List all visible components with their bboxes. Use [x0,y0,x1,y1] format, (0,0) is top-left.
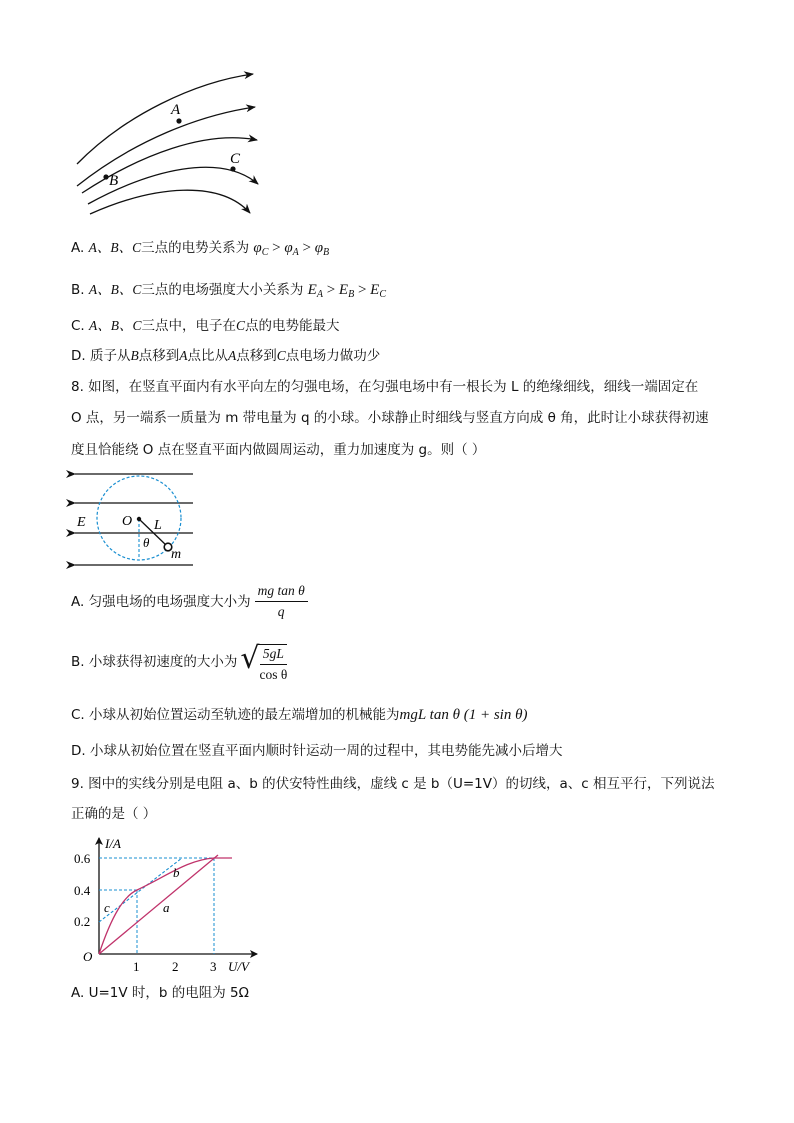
q8-stem-line-3: 度且恰能绕 O 点在竖直平面内做圆周运动，重力加速度为 g。则（ ） [71,442,486,458]
origin-label: O [83,949,93,964]
label-o: O [122,514,133,529]
x-tick-3: 3 [210,959,217,974]
label-c: C [230,151,241,167]
point-b [103,174,108,179]
label-curve-b: b [173,865,180,880]
x-tick-1: 1 [133,959,140,974]
q7-option-b: B. A、B、C三点的电场强度大小关系为 $E_A > E_B > E_C$ [71,282,386,300]
q7-a-expression: $\varphi_C > \varphi_A > \varphi_B$ [253,240,330,258]
q8-option-d: D. 小球从初始位置在竖直平面内顺时针运动一周的过程中，其电势能先减小后增大 [71,743,563,759]
q8-c-expression: mgL tan θ (1 + sin θ) [399,707,528,723]
q7-option-c: C. A、B、C三点中，电子在C点的电势能最大 [71,318,340,334]
q8-stem-line-1: 8. 如图，在竖直平面内有水平向左的匀强电场，在匀强电场中有一根长为 L 的绝缘细线，细线一端固定在 [71,379,699,395]
q8-stem-line-2: O 点，另一端系一质量为 m 带电量为 q 的小球。小球静止时细线与竖直方向成 θ 角，此时让小球获得初速 [71,410,709,426]
point-c [230,166,235,171]
q8-b-sqrt: √ $\frac{5gL}{\text{cos θ}}$ [240,641,288,682]
y-tick-0.2: 0.2 [74,914,91,929]
label-line-c: c [104,900,110,915]
label-curve-a: a [163,900,170,915]
label-b: B [109,173,119,189]
q9-stem-line-1: 9. 图中的实线分别是电阻 a、b 的伏安特性曲线，虚线 c 是 b（U=1V）的切线，a、c 相互平行，下列说法 [71,776,715,792]
field-lines-figure [60,60,280,225]
y-axis-label: I/A [105,836,121,851]
q9-option-a: A. U=1V 时，b 的电阻为 5Ω [71,985,249,1001]
pivot-o [137,517,141,521]
label-e: E [77,515,86,530]
q8-option-c: C. 小球从初始位置运动至轨迹的最左端增加的机械能为mgL tan θ (1 + sin θ) [71,707,528,723]
label-m: m [171,547,182,562]
label-l: L [154,518,162,533]
label-a: A [171,102,181,118]
curve-a [99,855,218,954]
q8-field-circle-figure [65,462,205,574]
q7-option-d: D. 质子从B点移到A点比从A点移到C点电场力做功少 [71,348,381,364]
q9-stem-line-2: 正确的是（ ） [71,806,157,822]
q7-b-expression: $E_A > E_B > E_C$ [307,282,386,300]
q8-option-a: A. 匀强电场的电场强度大小为 $\frac{\text{mg tan θ}}{q}$ [71,583,308,620]
label-theta: θ [143,535,150,550]
y-tick-0.6: 0.6 [74,851,91,866]
q8-a-fraction: $\frac{\text{mg tan θ}}{q}$ [255,583,308,620]
q8-option-b: B. 小球获得初速度的大小为 √ $\frac{5gL}{\text{cos θ}}$ [71,641,288,682]
field-line-2 [77,107,255,186]
point-a [176,118,181,123]
y-tick-0.4: 0.4 [74,883,91,898]
x-axis-label: U/V [228,959,249,974]
field-line-5 [90,190,250,214]
q7-option-a: A. A、B、C三点的电势关系为 $\varphi_C > \varphi_A > \varphi_B$ [71,240,330,258]
iv-characteristic-graph [72,830,272,980]
x-tick-2: 2 [172,959,179,974]
